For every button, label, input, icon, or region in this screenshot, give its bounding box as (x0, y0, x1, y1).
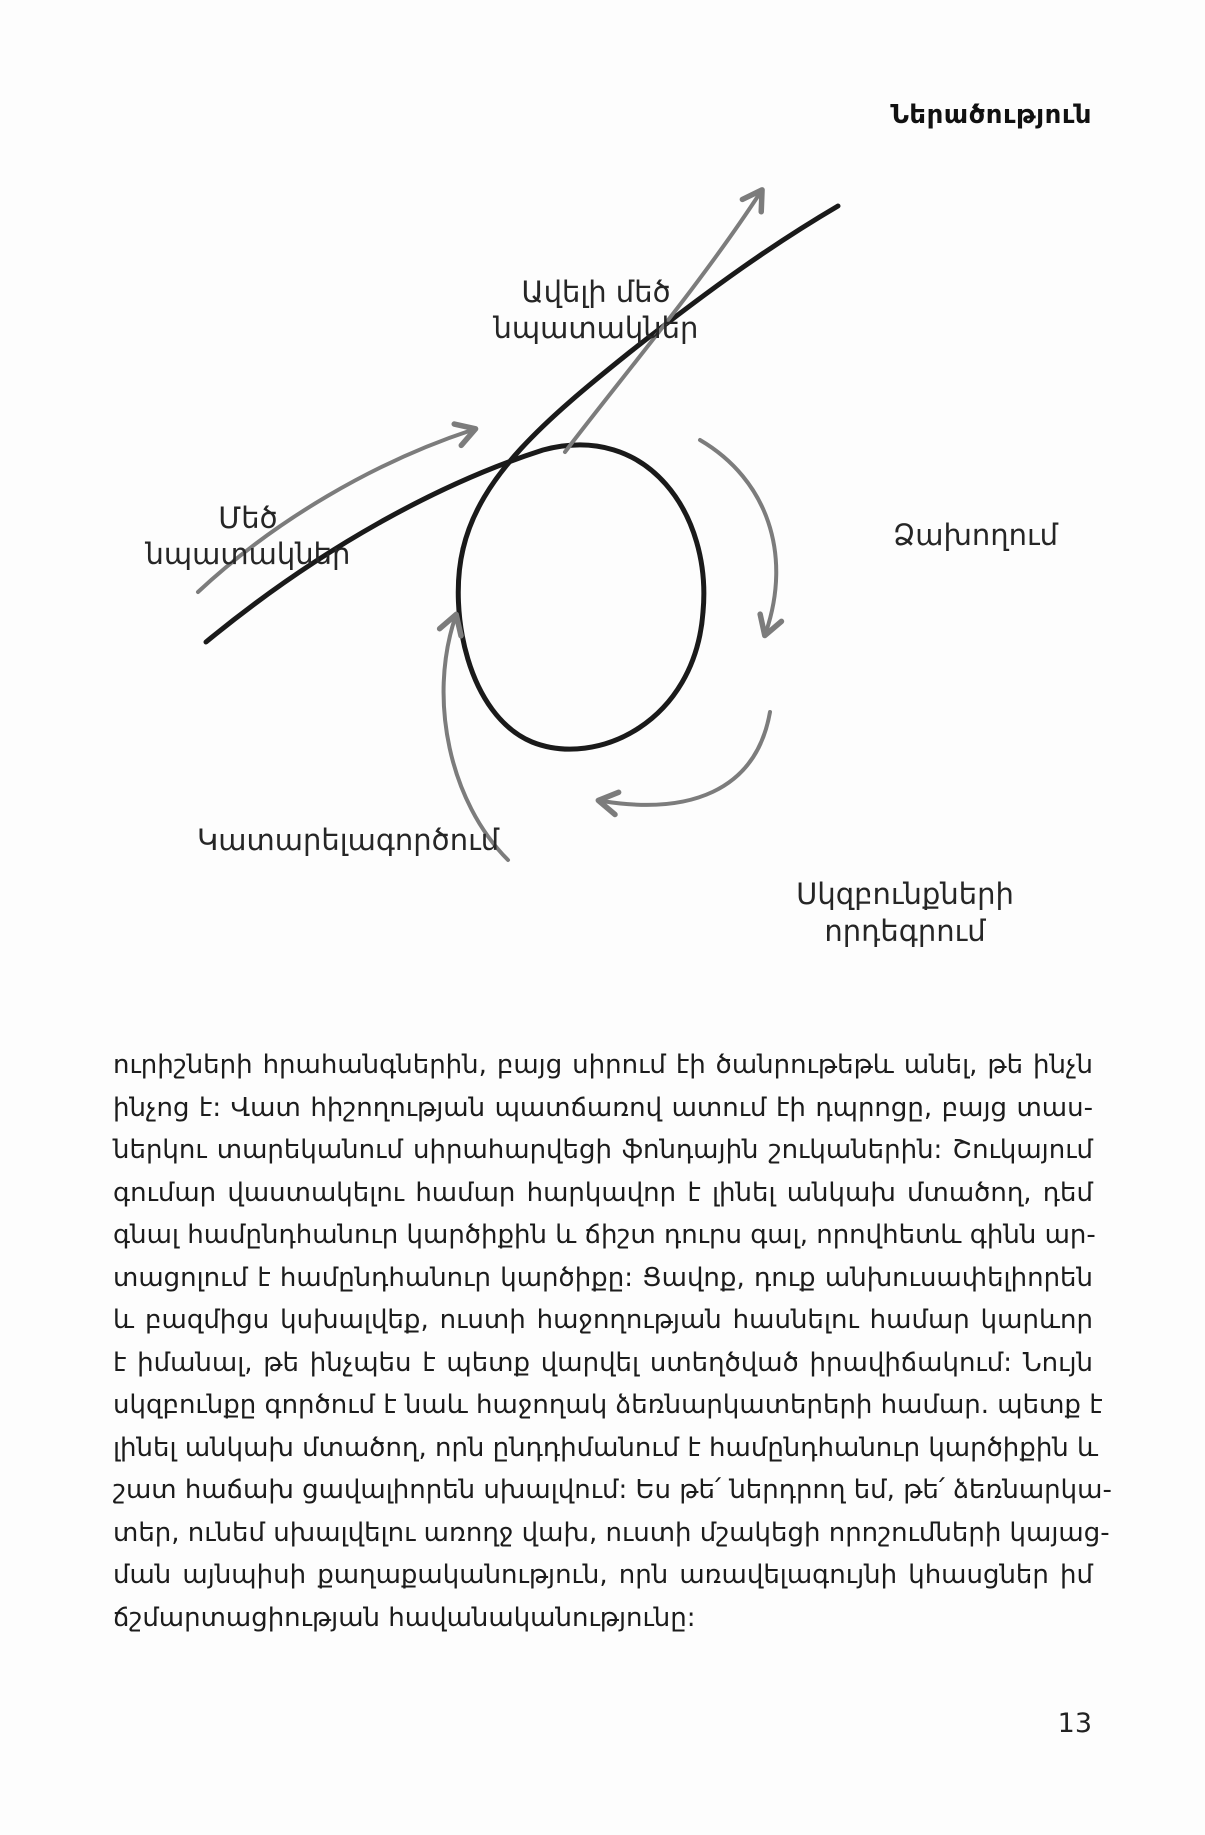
label-bigger-goals (446, 274, 746, 346)
label-failure: Ձախողում (893, 518, 1059, 552)
label-principles (755, 876, 1055, 950)
body-line: տացոլում է համընդհանուր կարծիքը: Ցավոք, դուք անխուսափելիորեն (113, 1262, 1093, 1293)
body-line: սկզբունքը գործում է նաև հաջողակ ձեռնարկատերերի համար. պետք է (113, 1390, 1103, 1420)
body-line: և բազմիցս կսխալվեք, ուստի հաջողության հասնելու համար կարևոր (113, 1305, 1093, 1335)
loop-curve-upper (463, 206, 838, 549)
running-header: Ներածություն (890, 100, 1092, 130)
label-big-goals-line1: Մեծ (218, 501, 278, 535)
label-big-goals (98, 500, 398, 572)
label-bigger-goals-line1: Ավելի մեծ (521, 275, 671, 309)
body-line: ինչոց է: Վատ հիշողության պատճառով ատում էի դպրոցը, բայց տաս- (113, 1092, 1093, 1123)
loop-curve-lower (206, 445, 704, 749)
label-improvement: Կատարելագործում (197, 823, 500, 857)
page-number: 13 (1057, 1708, 1092, 1739)
arrow-failure (700, 440, 776, 632)
body-line: ճշմարտացիության հավանականությունը: (113, 1602, 696, 1633)
arrow-principles (602, 712, 770, 805)
label-bigger-goals-line2: նպատակներ (493, 311, 699, 345)
body-line: տեր, ունեմ սխալվելու առողջ վախ, ուստի մշակեցի որոշումների կայաց- (113, 1517, 1110, 1548)
body-line: գնալ համընդհանուր կարծիքին և ճիշտ դուրս գալ, որովհետև գինն ար- (113, 1220, 1096, 1250)
body-line: շատ հաճախ ցավալիորեն սխալվում: Ես թե՛ ներդրող եմ, թե՛ ձեռնարկա- (113, 1475, 1112, 1505)
body-line: է իմանալ, թե ինչպես է պետք վարվել ստեղծված իրավիճակում: Նույն (113, 1347, 1093, 1378)
body-line: ներկու տարեկանում սիրահարվեցի ֆոնդային շուկաներին: Շուկայում (113, 1135, 1093, 1165)
label-principles-line1: Սկզբունքների (796, 877, 1014, 911)
body-line: ուրիշների հրահանգներին, բայց սիրում էի ծանրութեթև անել, թե ինչն (113, 1050, 1093, 1080)
body-line: ման այնպիսի քաղաքականություն, որն առավելագույնի կհասցներ իմ (113, 1560, 1093, 1590)
label-big-goals-line2: նպատակներ (145, 537, 351, 571)
body-line: լինել անկախ մտածող, որն ընդդիմանում է համընդհանուր կարծիքին և (113, 1432, 1099, 1463)
label-principles-line2: որդեգրում (824, 914, 986, 948)
body-paragraph (113, 1044, 1112, 1639)
body-line: գումար վաստակելու համար հարկավոր է լինել անկախ մտածող, դեմ (113, 1177, 1093, 1208)
